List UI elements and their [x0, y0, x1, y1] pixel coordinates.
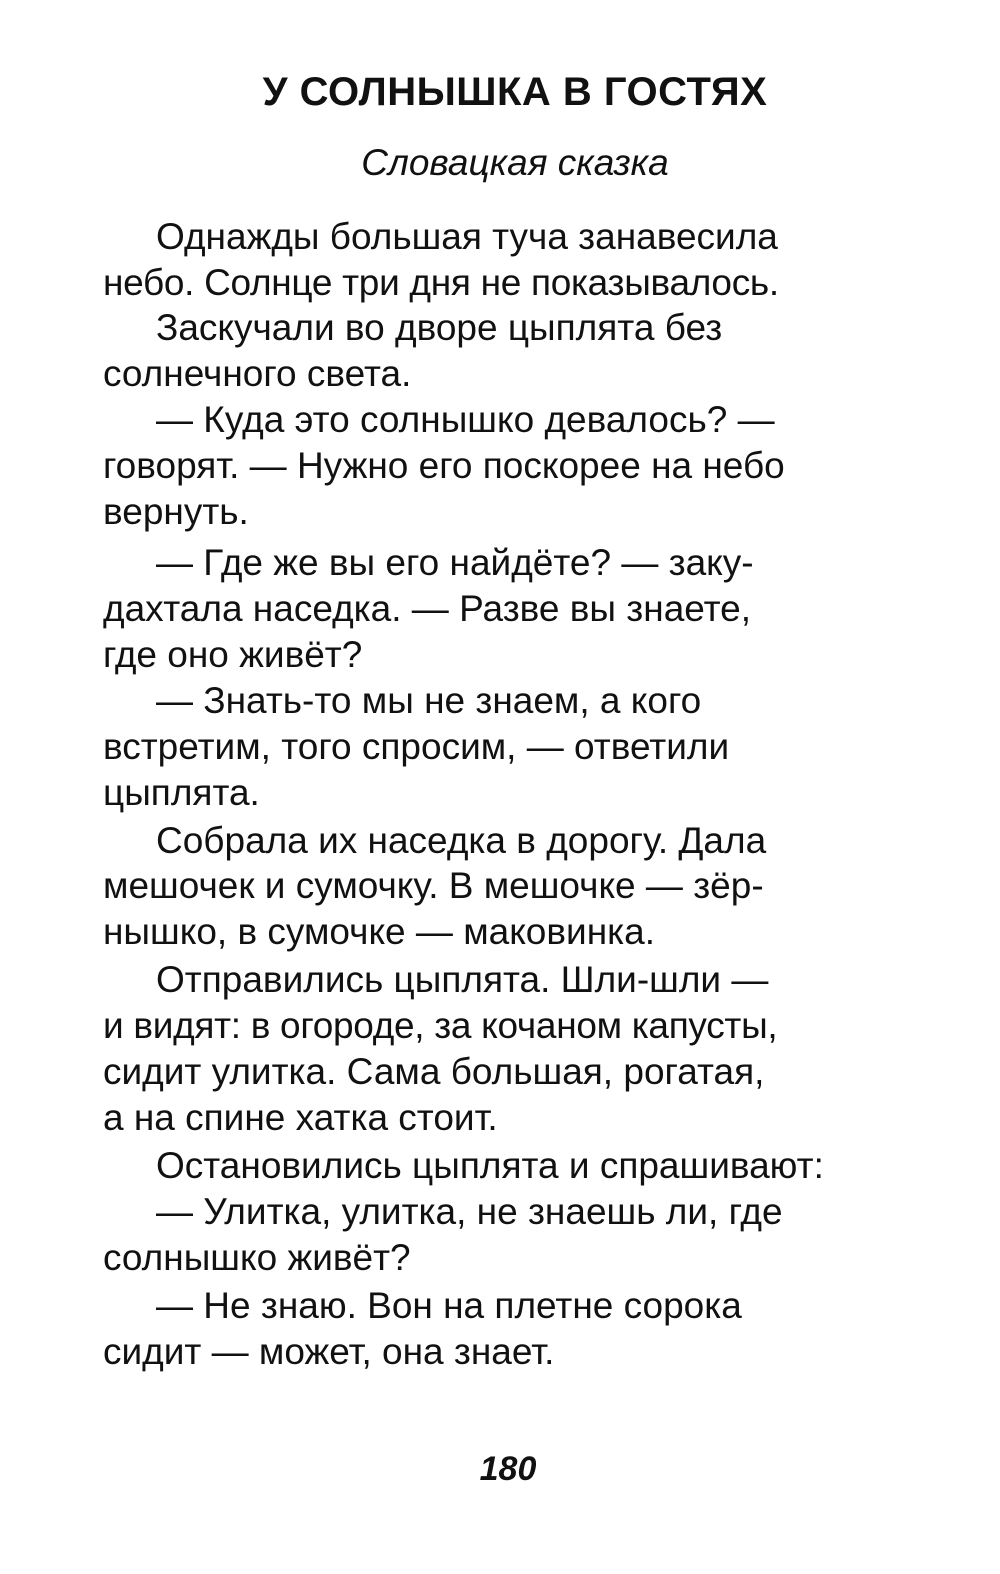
- text-line: цыплята.: [103, 772, 260, 813]
- text-line: Заскучали во дворе цыплята без: [156, 307, 723, 348]
- text-line: нышко, в сумочке — маковинка.: [103, 911, 656, 952]
- text-line: — Знать-то мы не знаем, а кого: [156, 680, 702, 721]
- text-line: Отправились цыплята. Шли-шли —: [156, 959, 769, 1000]
- text-line: говорят. — Нужно его поскорее на небо: [103, 445, 785, 486]
- text-line: встретим, того спросим, — ответили: [103, 726, 730, 767]
- text-line: — Улитка, улитка, не знаешь ли, где: [156, 1191, 783, 1232]
- text-line: — Где же вы его найдёте? — заку-: [156, 542, 754, 583]
- text-line: солнечного света.: [103, 353, 412, 394]
- text-line: — Не знаю. Вон на плетне сорока: [156, 1285, 742, 1326]
- text-line: сидит улитка. Сама большая, рогатая,: [103, 1051, 765, 1092]
- text-line: и видят: в огороде, за кочаном капусты,: [103, 1005, 778, 1046]
- story-title: У СОЛНЫШКА В ГОСТЯХ: [262, 70, 768, 114]
- text-line: — Куда это солнышко девалось? —: [156, 399, 775, 440]
- text-line: мешочек и сумочку. В мешочке — зёр-: [103, 865, 764, 906]
- text-line: сидит — может, она знает.: [103, 1331, 555, 1372]
- text-line: где оно живёт?: [103, 634, 363, 675]
- story-subtitle: Словацкая сказка: [361, 142, 669, 183]
- text-line: дахтала наседка. — Разве вы знаете,: [103, 588, 752, 629]
- text-line: Однажды большая туча занавесила: [156, 216, 778, 257]
- text-line: а на спине хатка стоит.: [103, 1097, 498, 1138]
- text-line: небо. Солнце три дня не показывалось.: [103, 262, 779, 303]
- text-line: Остановились цыплята и спрашивают:: [156, 1145, 824, 1186]
- page-number: 180: [479, 1450, 537, 1488]
- text-line: солнышко живёт?: [103, 1237, 411, 1278]
- text-line: вернуть.: [103, 491, 249, 532]
- text-line: Собрала их наседка в дорогу. Дала: [156, 820, 767, 861]
